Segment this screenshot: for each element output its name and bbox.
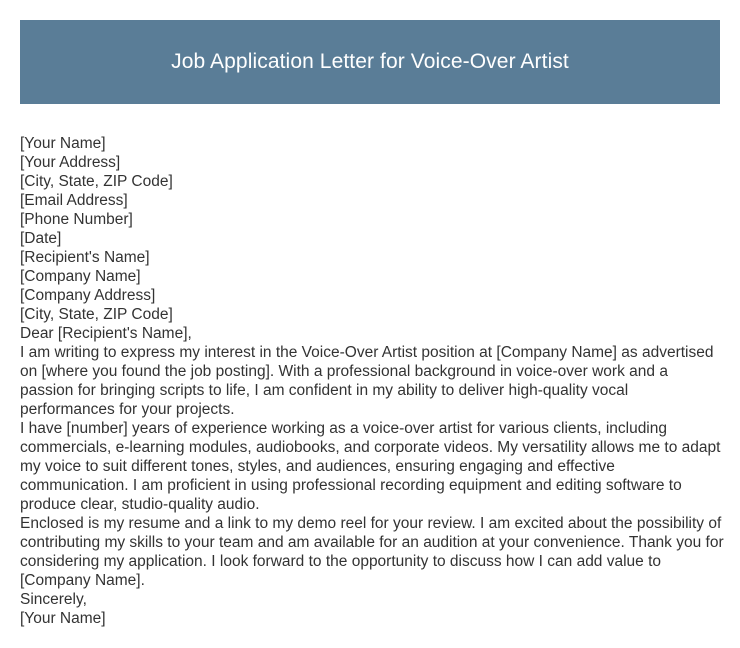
sender-city-state-zip: [City, State, ZIP Code] xyxy=(20,173,173,190)
paragraph-experience: I have [number] years of experience working as a voice-over artist for various clients, including commercials, e-learning modules, audiobooks, and corporate videos. My versatility allows me to adapt my voice to suit different tones, styles, and audiences, ensuring engaging and effective communication. I am proficient in using professional recording equipment and editing software to produce clear, studio-quality audio. xyxy=(20,420,721,513)
letter-body xyxy=(20,134,725,628)
paragraph-closing: Enclosed is my resume and a link to my demo reel for your review. I am excited about the possibility of contributing my skills to your team and am available for an audition at your convenience. Thank you for considering my application. I look forward to the opportunity to discuss how I can add value to [Company Name]. xyxy=(20,515,724,589)
letter-date: [Date] xyxy=(20,230,62,247)
sender-name: [Your Name] xyxy=(20,135,106,152)
recipient-company: [Company Name] xyxy=(20,268,141,285)
sender-email: [Email Address] xyxy=(20,192,128,209)
paragraph-intro: I am writing to express my interest in the Voice-Over Artist position at [Company Name] as advertised on [where you found the job posting]. With a professional background in voice-over work and a passion for bringing scripts to life, I am confident in my ability to deliver high-quality vocal performances for your projects. xyxy=(20,344,714,418)
salutation: Dear [Recipient's Name], xyxy=(20,325,192,342)
recipient-company-address: [Company Address] xyxy=(20,287,156,304)
closing: Sincerely, xyxy=(20,591,87,608)
sender-address: [Your Address] xyxy=(20,154,121,171)
page-title: Job Application Letter for Voice-Over Artist xyxy=(171,50,569,73)
signature: [Your Name] xyxy=(20,610,106,627)
recipient-name: [Recipient's Name] xyxy=(20,249,150,266)
recipient-city-state-zip: [City, State, ZIP Code] xyxy=(20,306,173,323)
header-banner xyxy=(20,20,720,104)
sender-phone: [Phone Number] xyxy=(20,211,133,228)
